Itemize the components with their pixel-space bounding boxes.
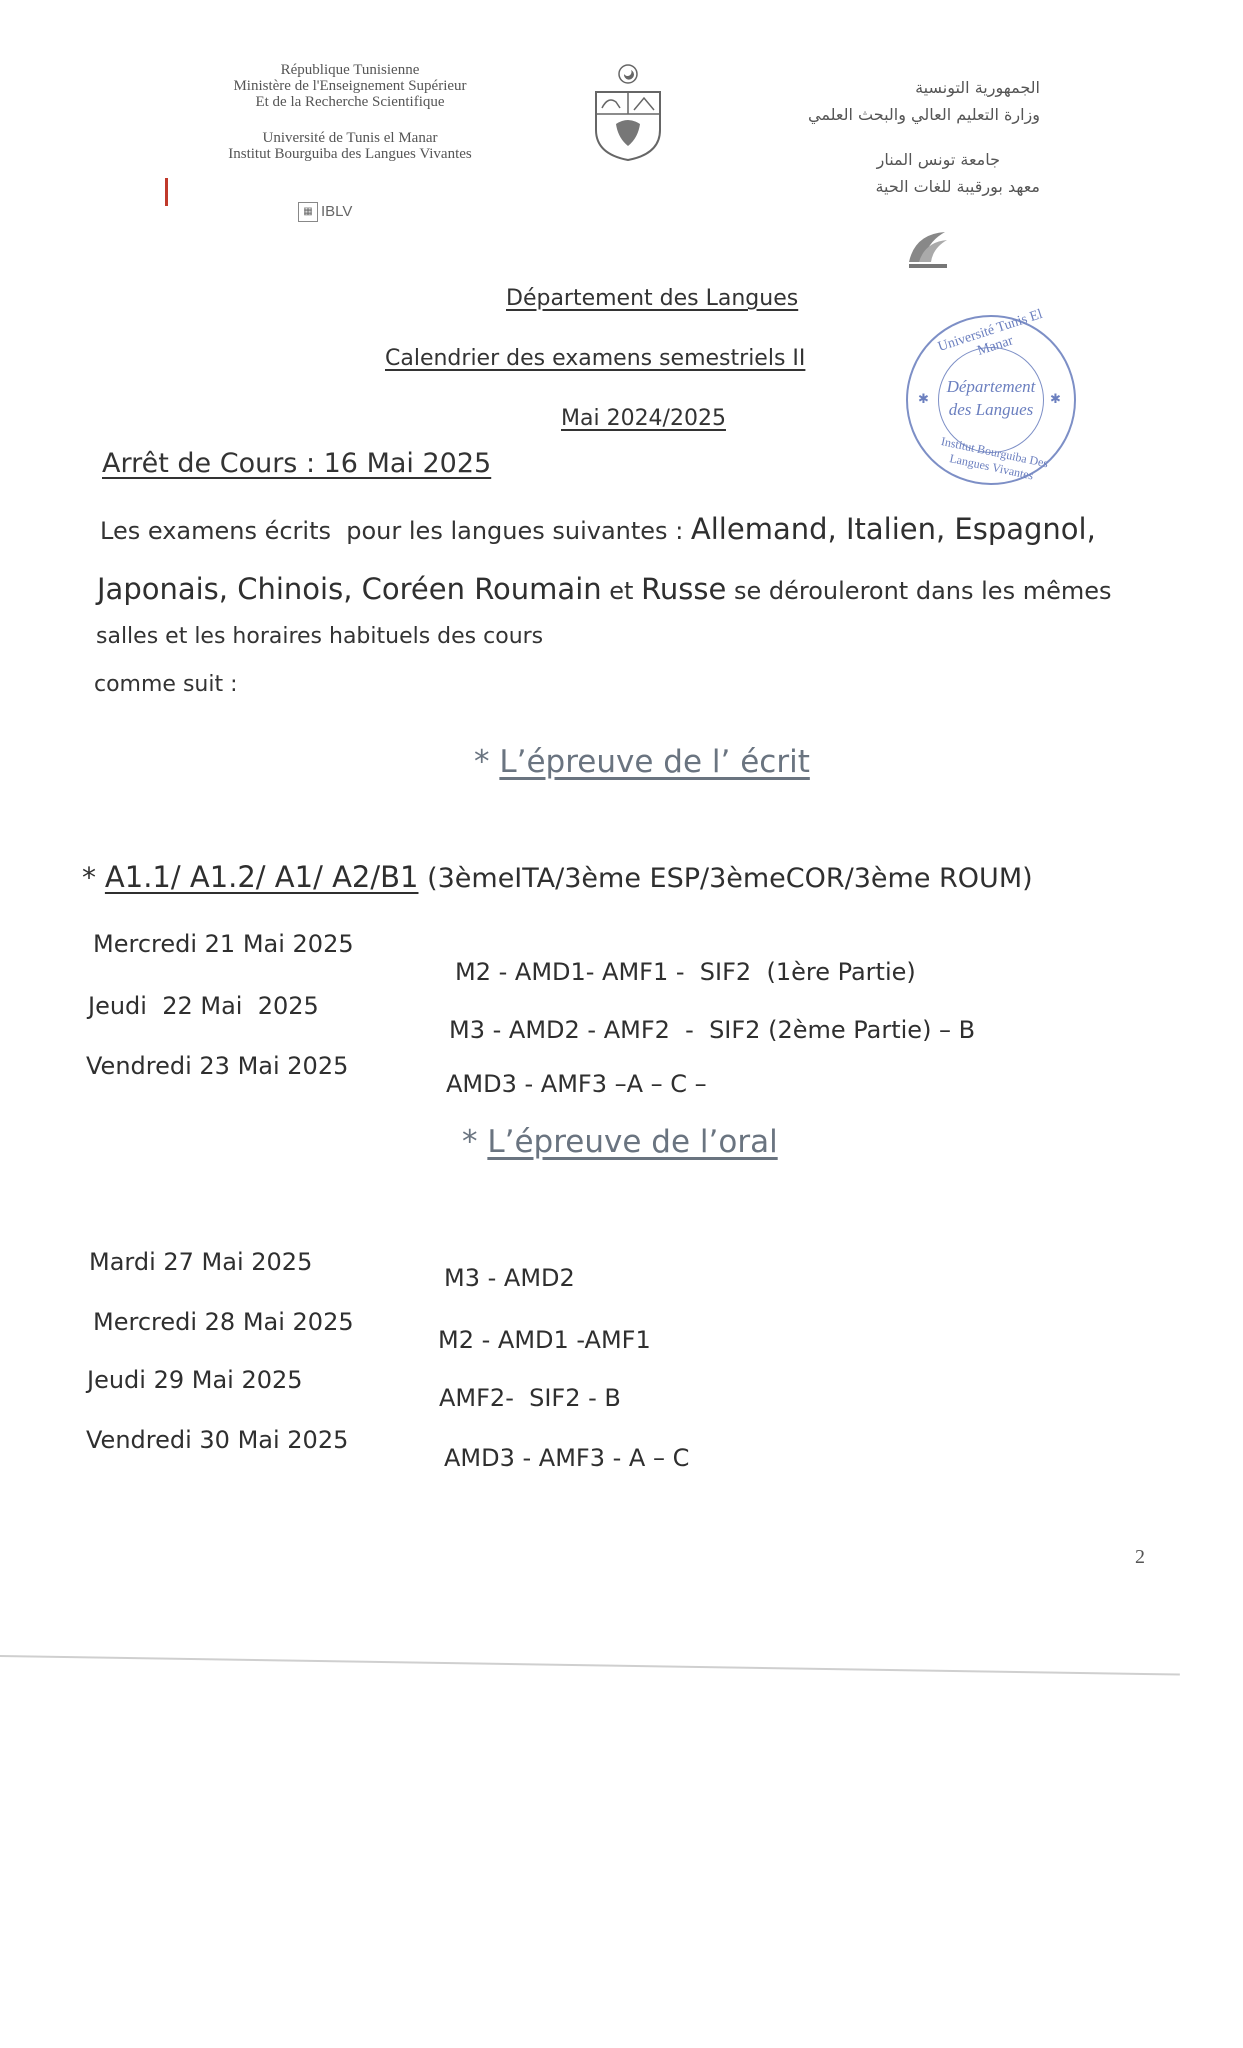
stamp-ring-top: Université Tunis El Manar — [936, 306, 1045, 359]
arret-de-cours: Arrêt de Cours : 16 Mai 2025 — [102, 448, 492, 479]
intro-line2 — [97, 572, 1112, 606]
header-ar — [740, 78, 1040, 196]
written-section-star: * — [474, 744, 500, 780]
header-fr-line2: Ministère de l'Enseignement Supérieur — [233, 78, 467, 94]
intro-part1: Les examens écrits pour les langues suivantes : — [100, 517, 691, 545]
header-ar-line2: وزارة التعليم العالي والبحث العلمي — [808, 105, 1040, 124]
intro-line4: comme suit : — [94, 672, 238, 697]
oral-modules-4: AMD3 - AMF3 - A – C — [444, 1444, 690, 1472]
header-ar-line3: جامعة تونس المنار — [876, 150, 1000, 169]
stamp-ring-bottom: Institut Bourguiba Des Langues Vivantes — [939, 433, 1050, 483]
department-stamp — [906, 306, 1076, 485]
written-date-1: Mercredi 21 Mai 2025 — [93, 930, 354, 958]
levels-star: * — [82, 861, 105, 894]
intro-languages1: Allemand, Italien, Espagnol, — [690, 512, 1096, 546]
written-section-label: L’épreuve de l’ écrit — [499, 744, 810, 780]
oral-modules-3: AMF2- SIF2 - B — [439, 1384, 621, 1412]
written-date-2: Jeudi 22 Mai 2025 — [88, 992, 319, 1020]
calendar-title: Calendrier des examens semestriels II — [385, 346, 806, 371]
header-fr-line5: Institut Bourguiba des Langues Vivantes — [228, 146, 472, 162]
institute-logo-icon — [905, 228, 951, 272]
header-fr-line1: République Tunisienne — [280, 62, 420, 78]
oral-section-label: L’épreuve de l’oral — [487, 1124, 778, 1160]
header-fr — [190, 62, 510, 162]
margin-mark — [165, 178, 168, 206]
oral-section-title — [462, 1124, 778, 1160]
written-modules-1: M2 - AMD1- AMF1 - SIF2 (1ère Partie) — [455, 958, 916, 986]
intro-russe: Russe — [641, 572, 727, 606]
stamp-star-right-icon: ✱ — [1050, 391, 1061, 406]
oral-modules-1: M3 - AMD2 — [444, 1264, 575, 1292]
stamp-center-text: Département des Langues — [946, 377, 1036, 419]
written-date-3: Vendredi 23 Mai 2025 — [86, 1052, 349, 1080]
levels-classes: (3èmeITA/3ème ESP/3èmeCOR/3ème ROUM) — [418, 863, 1033, 894]
stamp-star-left-icon: ✱ — [918, 391, 929, 406]
header-ar-line4: معهد بورقيبة للغات الحية — [875, 177, 1040, 196]
intro-line3: salles et les horaires habituels des cours — [96, 624, 544, 649]
written-modules-2: M3 - AMD2 - AMF2 - SIF2 (2ème Partie) – B — [449, 1016, 976, 1044]
levels-list: A1.1/ A1.2/ A1/ A2/B1 — [104, 860, 419, 894]
intro-part2: se dérouleront dans les mêmes — [726, 577, 1112, 605]
iblv-logo — [298, 202, 352, 222]
oral-date-4: Vendredi 30 Mai 2025 — [86, 1426, 349, 1454]
written-section-title — [474, 744, 810, 780]
department-title: Département des Langues — [506, 286, 799, 311]
header-fr-line4: Université de Tunis el Manar — [262, 130, 438, 146]
intro-et: et — [601, 577, 642, 605]
written-modules-3: AMD3 - AMF3 –A – C – — [446, 1070, 707, 1098]
iblv-logo-icon: ▦ — [298, 202, 318, 222]
oral-date-1: Mardi 27 Mai 2025 — [89, 1248, 313, 1276]
header-fr-line3: Et de la Recherche Scientifique — [255, 94, 445, 110]
coat-of-arms-icon — [590, 62, 666, 162]
scan-edge-line — [0, 1655, 1180, 1676]
oral-date-2: Mercredi 28 Mai 2025 — [93, 1308, 354, 1336]
intro-languages2: Japonais, Chinois, Coréen Roumain — [97, 572, 602, 606]
iblv-logo-text: IBLV — [321, 202, 353, 220]
page-number: 2 — [1135, 1546, 1145, 1568]
intro-line1 — [100, 512, 1096, 546]
oral-modules-2: M2 - AMD1 -AMF1 — [438, 1326, 651, 1354]
oral-section-star: * — [462, 1124, 488, 1160]
oral-date-3: Jeudi 29 Mai 2025 — [87, 1366, 303, 1394]
header-ar-line1: الجمهورية التونسية — [915, 78, 1040, 97]
period-title: Mai 2024/2025 — [561, 406, 726, 431]
levels-line — [82, 860, 1033, 894]
